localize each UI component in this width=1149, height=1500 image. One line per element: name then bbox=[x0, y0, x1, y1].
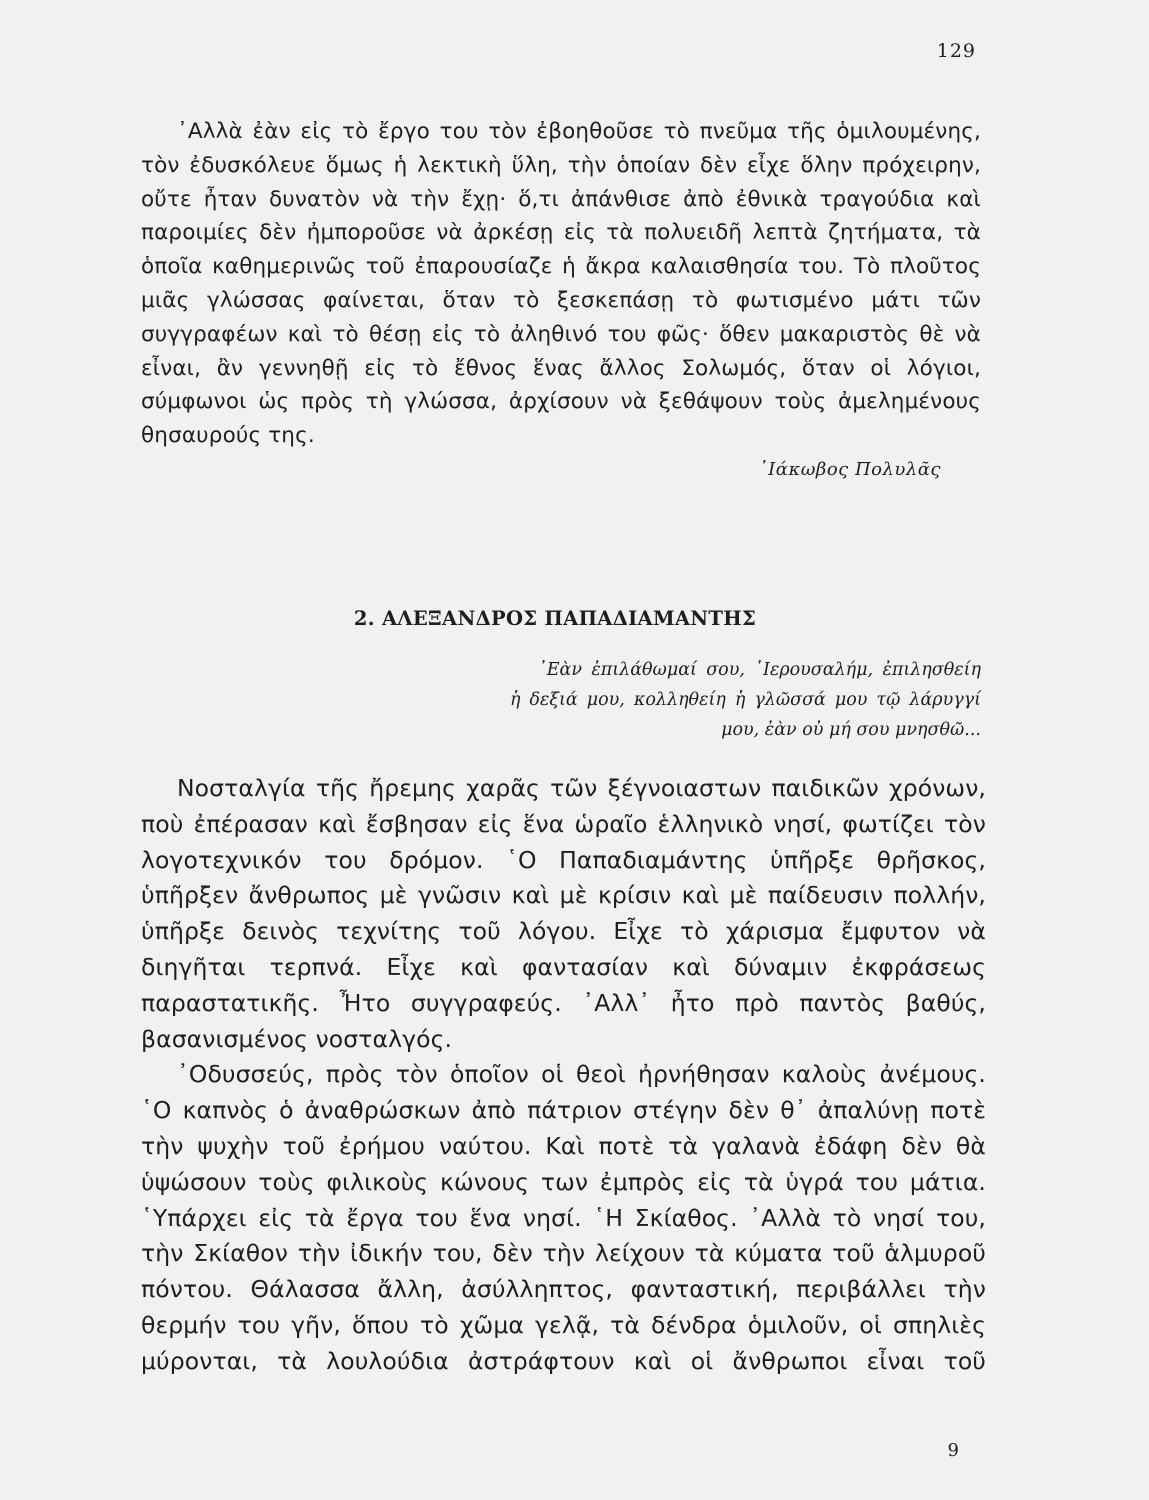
signature-mark: 9 bbox=[947, 1440, 959, 1461]
section-heading: 2. ΑΛΕΞΑΝΔΡΟΣ ΠΑΠΑΔΙΑΜΑΝΤΗΣ bbox=[353, 607, 757, 630]
body-paragraph-1: Νοσταλγία τῆς ἤρεμης χαρᾶς τῶν ξέγνοιαστων παιδικῶν χρόνων, ποὺ ἐπέρασαν καὶ ἔσβησαν εἰς ἕνα ὡραῖο ἑλληνικὸ νησί, φωτίζει τὸν λογοτεχνικόν του δρόμον. ῾Ο Παπαδιαμάντης ὑπῆρξε θρῆσκος, ὑπῆρξεν ἄνθρωπος μὲ γνῶσιν καὶ μὲ κρίσιν καὶ μὲ παίδευσιν πολλήν, ὑπῆρξε δεινὸς τεχνίτης τοῦ λόγου. Εἶχε τὸ χάρισμα ἔμφυτον νὰ διηγῆται τερπνά. Εἶχε καὶ φαντασίαν καὶ δύναμιν ἐκφράσεως παραστατικῆς. Ἦτο συγγραφεύς. ᾿Αλλ᾿ ἦτο πρὸ παντὸς βαθύς, βασανισμένος νοσταλγός. bbox=[141, 774, 986, 1053]
body-paragraph-2: ᾿Οδυσσεύς, πρὸς τὸν ὁποῖον οἱ θεοὶ ἠρνήθησαν καλοὺς ἀνέμους. ῾Ο καπνὸς ὁ ἀναθρώσκων ἀπὸ πάτριον στέγην δὲν θ᾿ ἀπαλύνῃ ποτὲ τὴν ψυχὴν τοῦ ἐρήμου ναύτου. Καὶ ποτὲ τὰ γαλανὰ ἐδάφη δὲν θὰ ὑψώσουν τοὺς φιλικοὺς κώνους των ἐμπρὸς εἰς τὰ ὑγρά του μάτια. ῾Υπάρχει εἰς τὰ ἔργα του ἕνα νησί. ῾Η Σκίαθος. ᾿Αλλὰ τὸ νησί του, τὴν Σκίαθον τὴν ἰδικήν του, δὲν τὴν λείχουν τὰ κύματα τοῦ ἁλμυροῦ πόντου. Θάλασσα ἄλλη, ἀσύλληπτος, φανταστική, περιβάλλει τὴν θερμήν του γῆν, ὅπου τὸ χῶμα γελᾷ, τὰ δένδρα ὁμιλοῦν, οἱ σπηλιὲς μύρονται, τὰ λουλούδια ἀστράφτουν καὶ οἱ ἄνθρωποι εἶναι τοῦ bbox=[141, 1060, 986, 1375]
closing-section bbox=[141, 115, 981, 480]
author-signature: ᾿Ιάκωβος Πολυλᾶς bbox=[758, 458, 941, 480]
page-number: 129 bbox=[936, 40, 976, 62]
body-section bbox=[141, 771, 986, 1380]
epigraph: ᾿Εὰν ἐπιλάθωμαί σου, ῾Ιερουσαλήμ, ἐπιλησθείη ἡ δεξιά μου, κολληθείη ἡ γλῶσσά μου τῷ λάρυγγί μου, ἐὰν οὐ μή σου μνησθῶ... bbox=[510, 660, 981, 740]
closing-paragraph: ᾿Αλλὰ ἐὰν εἰς τὸ ἔργο του τὸν ἐβοηθοῦσε τὸ πνεῦμα τῆς ὁμιλουμένης, τὸν ἐδυσκόλευε ὅμως ἡ λεκτικὴ ὕλη, τὴν ὁποίαν δὲν εἶχε ὅλην πρόχειρην, οὔτε ἦταν δυνατὸν νὰ τὴν ἔχῃ· ὅ,τι ἀπάνθισε ἀπὸ ἐθνικὰ τραγούδια καὶ παροιμίες δὲν ἠμποροῦσε νὰ ἀρκέσῃ εἰς τὰ πολυειδῆ λεπτὰ ζητήματα, τὰ ὁποῖα καθημερινῶς τοῦ ἐπαρουσίαζε ἡ ἄκρα καλαισθησία του. Τὸ πλοῦτος μιᾶς γλώσσας φαίνεται, ὅταν τὸ ξεσκεπάσῃ τὸ φωτισμένο μάτι τῶν συγγραφέων καὶ τὸ θέσῃ εἰς τὸ ἀληθινό του φῶς· ὅθεν μακαριστὸς θὲ νὰ εἶναι, ἂν γεννηθῇ εἰς τὸ ἔθνος ἕνας ἄλλος Σολωμός, ὅταν οἱ λόγιοι, σύμφωνοι ὡς πρὸς τὴ γλώσσα, ἀρχίσουν νὰ ξεθάψουν τοὺς ἀμελημένους θησαυρούς της. bbox=[141, 119, 981, 449]
